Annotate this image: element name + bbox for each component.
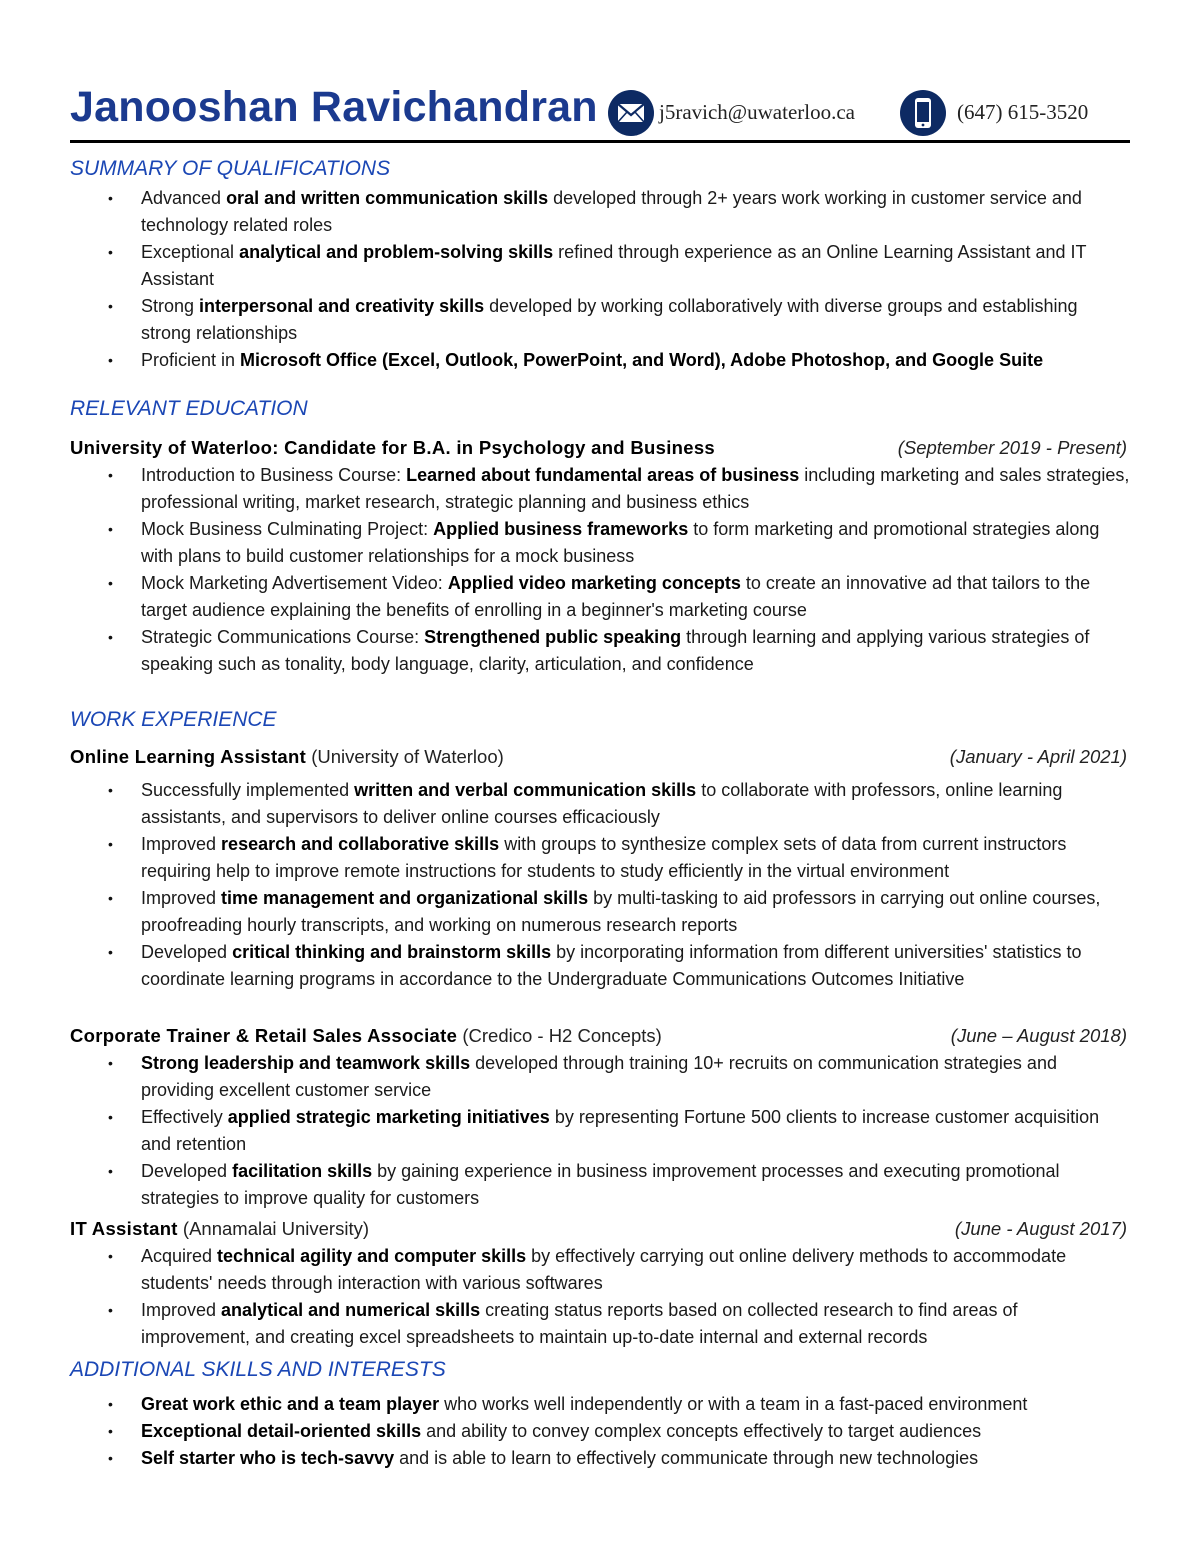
bullet-text: to form marketing and promotional strategies along with plans to build customer relationships for a mock business: [141, 519, 1100, 566]
bullet-icon: •: [108, 1423, 113, 1439]
list-item: [70, 885, 1131, 939]
job-entry: [70, 745, 1127, 769]
skill-highlight: applied strategic marketing initiatives: [227, 1107, 550, 1127]
bullet-text: developed by working collaboratively with diverse groups and establishing strong relationships: [141, 296, 1078, 343]
skill-highlight: analytical and numerical skills: [221, 1300, 481, 1320]
bullet-icon: •: [108, 244, 113, 260]
skill-highlight: Strong leadership and teamwork skills: [141, 1053, 471, 1073]
bullet-text: through learning and applying various strategies of speaking such as tonality, body language, clarity, articulation, and confidence: [141, 627, 1090, 674]
bullet-text: Mock Business Culminating Project:: [141, 519, 434, 539]
phone-number[interactable]: (647) 615-3520: [957, 100, 1089, 124]
skill-highlight: Exceptional detail-oriented skills: [141, 1421, 422, 1441]
mobile-phone-icon: [900, 90, 946, 136]
bullet-text: Strong: [141, 296, 200, 316]
job-duties-list: [70, 1050, 1130, 1212]
summary-list: [70, 185, 1130, 374]
list-item: [70, 939, 1131, 993]
section-title-work: WORK EXPERIENCE: [70, 708, 277, 731]
bullet-text: Developed: [141, 942, 233, 962]
bullet-text: by multi-tasking to aid professors in carrying out online courses, proofreading hourly transcripts, and working on numerous research reports: [141, 888, 1101, 935]
skill-highlight: technical agility and computer skills: [217, 1246, 527, 1266]
list-item: [70, 1418, 1131, 1445]
list-item: [70, 831, 1131, 885]
education-list: [70, 462, 1130, 678]
skill-highlight: Applied business frameworks: [433, 519, 689, 539]
bullet-icon: •: [108, 944, 113, 960]
bullet-icon: •: [108, 352, 113, 368]
bullet-text: developed through 2+ years work working in customer service and technology related roles: [141, 188, 1082, 235]
job-entry: [70, 1024, 1127, 1048]
list-item: [70, 1104, 1131, 1158]
envelope-icon: [608, 90, 654, 136]
list-item: [70, 570, 1131, 624]
bullet-text: who works well independently or with a team in a fast-paced environment: [439, 1394, 1028, 1414]
list-item: [70, 1243, 1131, 1297]
bullet-text: Mock Marketing Advertisement Video:: [141, 573, 448, 593]
bullet-icon: •: [108, 521, 113, 537]
bullet-icon: •: [108, 782, 113, 798]
job-employer: (Credico - H2 Concepts): [457, 1025, 662, 1046]
job-title: Online Learning Assistant: [70, 746, 307, 767]
bullet-text: Acquired: [141, 1246, 218, 1266]
bullet-text: Improved: [141, 834, 222, 854]
skill-highlight: Applied video marketing concepts: [447, 573, 741, 593]
skill-highlight: oral and written communication skills: [226, 188, 549, 208]
bullet-icon: •: [108, 575, 113, 591]
list-item: [70, 347, 1131, 374]
list-item: [70, 516, 1131, 570]
section-title-summary: SUMMARY OF QUALIFICATIONS: [70, 157, 391, 180]
list-item: [70, 462, 1131, 516]
list-item: [70, 624, 1131, 678]
bullet-text: Developed: [141, 1161, 233, 1181]
email-address[interactable]: j5ravich@uwaterloo.ca: [659, 100, 856, 124]
skill-highlight: facilitation skills: [232, 1161, 373, 1181]
bullet-icon: •: [108, 1163, 113, 1179]
bullet-text: creating status reports based on collected research to find areas of improvement, and creating excel spreadsheets to maintain up-to-date internal and external records: [141, 1300, 1018, 1347]
job-date: (June - August 2017): [954, 1218, 1127, 1239]
job-title: IT Assistant: [70, 1218, 178, 1239]
skill-highlight: Great work ethic and a team player: [141, 1394, 440, 1414]
bullet-text: by gaining experience in business improvement processes and executing promotional strategies to improve quality for customers: [141, 1161, 1060, 1208]
bullet-text: Improved: [141, 888, 222, 908]
bullet-text: Proficient in: [141, 350, 241, 370]
list-item: [70, 1391, 1131, 1418]
skill-highlight: analytical and problem-solving skills: [239, 242, 554, 262]
job-employer: (University of Waterloo): [306, 746, 504, 767]
bullet-icon: •: [108, 629, 113, 645]
bullet-text: Exceptional: [141, 242, 240, 262]
job-date: (June – August 2018): [950, 1025, 1127, 1046]
bullet-text: Introduction to Business Course:: [141, 465, 407, 485]
bullet-icon: •: [108, 298, 113, 314]
skill-highlight: Learned about fundamental areas of business: [406, 465, 800, 485]
bullet-text: and ability to convey complex concepts effectively to target audiences: [421, 1421, 982, 1441]
education-entry: [70, 436, 1127, 460]
bullet-text: Improved: [141, 1300, 222, 1320]
bullet-icon: •: [108, 467, 113, 483]
skill-highlight: critical thinking and brainstorm skills: [232, 942, 552, 962]
bullet-text: by incorporating information from different universities' statistics to coordinate learning programs in accordance to the Undergraduate Communications Outcomes Initiative: [141, 942, 1082, 989]
candidate-name: Janooshan Ravichandran: [70, 83, 598, 131]
education-date: (September 2019 - Present): [897, 437, 1127, 458]
bullet-text: developed through training 10+ recruits on communication strategies and providing excellent customer service: [141, 1053, 1057, 1100]
bullet-text: by effectively carrying out online delivery methods to accommodate students' needs through interaction with various softwares: [141, 1246, 1067, 1293]
education-degree: University of Waterloo: Candidate for B.A. in Psychology and Business: [70, 437, 716, 458]
bullet-text: refined through experience as an Online Learning Assistant and IT Assistant: [141, 242, 1087, 289]
additional-list: [70, 1391, 1130, 1472]
job-employer: (Annamalai University): [177, 1218, 370, 1239]
job-duties-list: [70, 777, 1130, 993]
list-item: [70, 1445, 1131, 1472]
job-title: Corporate Trainer & Retail Sales Associate: [70, 1025, 458, 1046]
skill-highlight: Microsoft Office (Excel, Outlook, PowerPoint, and Word), Adobe Photoshop, and Google Suite: [240, 350, 1044, 370]
bullet-icon: •: [108, 1396, 113, 1412]
list-item: [70, 1050, 1131, 1104]
list-item: [70, 1158, 1131, 1212]
resume-header: [70, 80, 1130, 142]
bullet-icon: •: [108, 836, 113, 852]
bullet-text: to create an innovative ad that tailors to the target audience explaining the benefits of enrolling in a beginner's marketing course: [141, 573, 1091, 620]
bullet-icon: •: [108, 1055, 113, 1071]
section-title-education: RELEVANT EDUCATION: [70, 397, 308, 420]
bullet-icon: •: [108, 1450, 113, 1466]
list-item: [70, 239, 1131, 293]
bullet-text: Successfully implemented: [141, 780, 355, 800]
bullet-text: Advanced: [141, 188, 227, 208]
job-duties-list: [70, 1243, 1130, 1351]
skill-highlight: Self starter who is tech-savvy: [141, 1448, 395, 1468]
skill-highlight: written and verbal communication skills: [354, 780, 697, 800]
bullet-text: including marketing and sales strategies, professional writing, market research, strategic planning and business ethics: [141, 465, 1130, 512]
bullet-icon: •: [108, 1109, 113, 1125]
list-item: [70, 1297, 1131, 1351]
list-item: [70, 185, 1131, 239]
header-divider: [70, 140, 1130, 143]
bullet-text: by representing Fortune 500 clients to increase customer acquisition and retention: [141, 1107, 1100, 1154]
bullet-icon: •: [108, 1302, 113, 1318]
bullet-text: Strategic Communications Course:: [141, 627, 425, 647]
job-date: (January - April 2021): [949, 746, 1127, 767]
list-item: [70, 293, 1131, 347]
bullet-text: with groups to synthesize complex sets of data from current instructors requiring help to improve remote instructions for students to study efficiently in the virtual environment: [141, 834, 1067, 881]
section-title-additional: ADDITIONAL SKILLS AND INTERESTS: [70, 1358, 446, 1381]
skill-highlight: Strengthened public speaking: [424, 627, 682, 647]
bullet-icon: •: [108, 190, 113, 206]
bullet-text: Effectively: [141, 1107, 228, 1127]
job-entry: [70, 1217, 1127, 1241]
list-item: [70, 777, 1131, 831]
skill-highlight: research and collaborative skills: [221, 834, 500, 854]
bullet-text: to collaborate with professors, online learning assistants, and supervisors to deliver online courses efficaciously: [141, 780, 1063, 827]
skill-highlight: time management and organizational skills: [221, 888, 589, 908]
skill-highlight: interpersonal and creativity skills: [199, 296, 485, 316]
bullet-icon: •: [108, 1248, 113, 1264]
bullet-icon: •: [108, 890, 113, 906]
bullet-text: and is able to learn to effectively communicate through new technologies: [394, 1448, 979, 1468]
